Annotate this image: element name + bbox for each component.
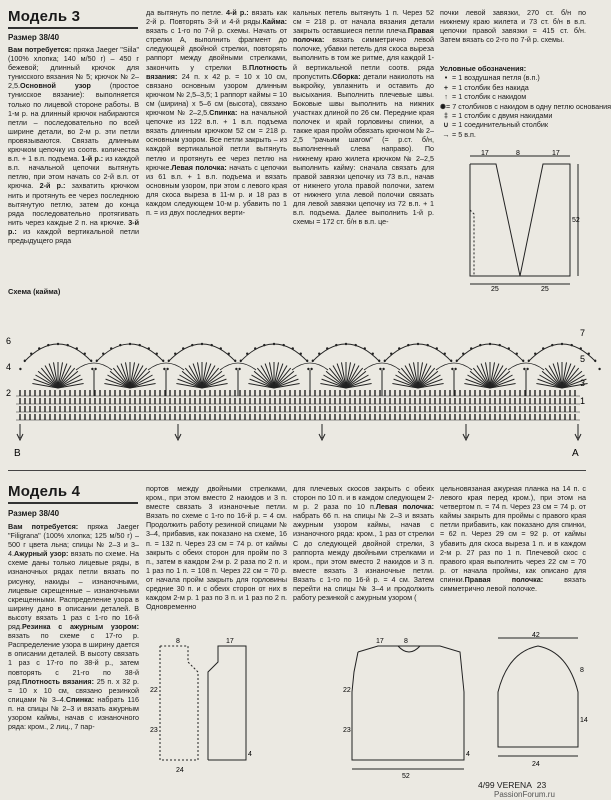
chain-dot bbox=[378, 360, 380, 362]
chain-dot bbox=[436, 347, 438, 349]
chain-dot bbox=[38, 347, 40, 349]
schema-title: Схема (кайма) bbox=[8, 287, 61, 296]
fan-arc bbox=[312, 344, 380, 362]
model4-column-1 bbox=[8, 522, 139, 784]
chain-dot bbox=[516, 353, 518, 355]
legend-symbol-icon: • bbox=[444, 73, 448, 83]
chain-dot bbox=[246, 353, 248, 355]
model4-size: Размер 38/40 bbox=[8, 509, 60, 518]
chain-dot bbox=[300, 353, 302, 355]
chain-dot bbox=[398, 347, 400, 349]
chain-dot bbox=[282, 344, 284, 346]
arrow-a-label: A bbox=[572, 448, 579, 459]
chain-dot bbox=[345, 343, 347, 345]
chain-dot bbox=[326, 347, 328, 349]
chain-dot bbox=[528, 360, 530, 362]
paragraph-text: набрать 66 п. на спицы № 2–3 и вязать ажурным узором каймы, начав с изнаночного ряда: кром., 1 раз от стрелки С до следующей двойной стрелки, 3 раппорта между двойными стрелками и кром., при этом вместо 2 накидов и 3 п. вместе вязать 3 изнаночные петли. Вязать с 1-го по 16-й р. = 4 см. Затем перейти на спицы № 3–4 и продолжить работу резинкой с ажурным узором ( bbox=[293, 511, 434, 603]
legend-item bbox=[440, 111, 590, 120]
chain-dot bbox=[580, 347, 582, 349]
paragraph-text: начать с цепочки из 61 в.п. + 1 в.п. подъема и вязать основным узором, при этом с левого края для скоса выреза в 11-м р. и 18 раз в каждом следующем 10-м р. убавить по 1 п. = из двух последних верти- bbox=[146, 162, 287, 218]
chain-dot bbox=[598, 368, 600, 370]
fan-arc bbox=[384, 344, 452, 362]
paragraph-text: пряжа Jaeger "Siila" (100% хлопка; 140 м/50 г) – 450 г бежевой; длинный крючок для тунисского вязания № 5; крючок № 2–2,5. bbox=[8, 45, 139, 91]
paragraph-text: портов между двойными стрелками, кром., при этом вместо 2 накидов и 3 п. вместе связать 3 изнаночные петли. Вязать по схеме с 1-го по 16-й р. = 4 см. Продолжить работу резинкой спицами № 3–4, прибавив, как показано на схеме, 16 п. = 132 п. Через 23 см = 74 р. от каймы закрыть с обеих сторон для пройм по 3 п., затем в каждом 2-м р. 2 раза по 2 п. и 1 раз по 1 п. = 108 п. Через 22 см = 70 р. от начала пройм закрыть для горловины средние 30 п. и с обеих сторон от них в каждом 2-м р. 1 раз по 3 п. и 1 раз по 2 п. Одновременно bbox=[146, 484, 287, 612]
footer-issue-text: 4/99 VERENA bbox=[478, 780, 532, 790]
model4-column-4 bbox=[440, 484, 586, 629]
chain-dot bbox=[479, 344, 481, 346]
paragraph-label: Основной узор bbox=[20, 81, 91, 91]
chain-dot bbox=[390, 353, 392, 355]
model4-column-2 bbox=[146, 484, 287, 614]
paragraph-label: Правая полочка: bbox=[464, 574, 544, 584]
chain-dot bbox=[240, 360, 242, 362]
footer-page-number: 23 bbox=[536, 780, 547, 790]
chain-dot bbox=[96, 360, 98, 362]
row-number-left: 6 bbox=[6, 336, 12, 346]
chain-dot bbox=[119, 344, 121, 346]
chain-dot bbox=[254, 347, 256, 349]
chain-dot bbox=[456, 360, 458, 362]
paragraph-label: Правая полочка: bbox=[293, 26, 434, 45]
legend-text: = 1 столбик без накида bbox=[452, 82, 529, 92]
vest-dim-right: 52 bbox=[572, 217, 580, 224]
chain-dot bbox=[162, 360, 164, 362]
paragraph-text: на начальной цепочке из 122 в.п. + 1 в.п. подъема вязать длинным крючком 52 см = 218 р. основным узором. Все петли закрыть – из каждой вертикальной петли вытянуть петлю и протянуть ее через петлю на крючке. bbox=[146, 108, 287, 172]
chain-dot bbox=[454, 368, 456, 370]
paragraph-text: почки левой завязки, 270 ст. б/н по нижнему краю жилета и 73 ст. б/н в в.п. цепочки правой завязки = 415 ст. б/н. Затем вязать со 2-го по 7-й р. схемы. bbox=[440, 8, 586, 45]
chain-dot bbox=[94, 368, 96, 370]
chain-dot bbox=[508, 347, 510, 349]
row-number-right: 7 bbox=[580, 328, 586, 338]
vest-dim-bottom-left: 25 bbox=[491, 286, 499, 293]
legend-text: = 1 воздушная петля (в.п.) bbox=[452, 73, 540, 83]
model4-patterns bbox=[148, 632, 588, 782]
chain-loop bbox=[220, 363, 256, 370]
paragraph-label: Спинка: bbox=[65, 694, 95, 704]
fan-arc bbox=[456, 344, 524, 362]
chain-dot bbox=[561, 343, 563, 345]
chain-dot bbox=[234, 360, 236, 362]
chain-dot bbox=[168, 360, 170, 362]
watermark: PassionForum.ru bbox=[494, 790, 555, 799]
chain-dot bbox=[129, 343, 131, 345]
row-number-right: 5 bbox=[580, 354, 586, 364]
chain-dot bbox=[542, 347, 544, 349]
row-number-right: 1 bbox=[580, 396, 586, 406]
chain-dot bbox=[273, 343, 275, 345]
chain-dot bbox=[451, 368, 453, 370]
paragraph-text: пряжа Jaeger "Filigrana" (100% хлопка; 125 м/50 г) – 500 г цвета льна; спицы № 2–3 и 3–4. bbox=[8, 522, 140, 559]
legend-item bbox=[440, 101, 611, 111]
chain-dot bbox=[307, 368, 309, 370]
fan-arc bbox=[96, 344, 164, 362]
paragraph-label: 3-й р.: bbox=[8, 217, 139, 236]
model3-legend bbox=[440, 64, 611, 139]
section-divider bbox=[8, 470, 586, 471]
chain-dot bbox=[191, 344, 193, 346]
chain-dot bbox=[426, 344, 428, 346]
paragraph-label: Резинка с ажурным узором: bbox=[22, 622, 139, 632]
model4-title-rule bbox=[8, 502, 138, 504]
paragraph-label: Вам потребуется: bbox=[8, 45, 72, 54]
chain-dot bbox=[138, 344, 140, 346]
chain-dot bbox=[382, 368, 384, 370]
back-dim-8: 8 bbox=[404, 638, 408, 645]
sleeve-dim-42: 42 bbox=[532, 632, 540, 639]
paragraph-label: Плотность вязания: bbox=[22, 676, 94, 686]
crochet-schema bbox=[0, 292, 594, 462]
back-dim-17: 17 bbox=[376, 638, 384, 645]
chain-dot bbox=[534, 353, 536, 355]
paragraph-label: Сборка: bbox=[332, 71, 361, 81]
chain-dot bbox=[310, 368, 312, 370]
chain-dot bbox=[47, 344, 49, 346]
vest-dim-top-mid: 8 bbox=[516, 150, 520, 157]
legend-text: = 1 столбик с накидом bbox=[452, 92, 527, 102]
legend-text: = 5 в.п. bbox=[452, 129, 476, 139]
legend-item bbox=[440, 120, 590, 129]
model3-column-1 bbox=[8, 45, 139, 280]
legend-symbol-icon: + bbox=[443, 82, 449, 92]
chain-dot bbox=[306, 360, 308, 362]
chain-dot bbox=[201, 343, 203, 345]
fan-arc bbox=[168, 344, 236, 362]
vest-dim-top-right: 17 bbox=[552, 150, 560, 157]
row-number-left: 4 bbox=[6, 362, 12, 372]
chain-dot bbox=[318, 353, 320, 355]
chain-loop bbox=[436, 363, 472, 370]
front-dim-22: 22 bbox=[150, 687, 158, 694]
chain-dot bbox=[462, 353, 464, 355]
paragraph-text: вязать симметрично левой полочке. bbox=[440, 574, 586, 594]
back-dim-4: 4 bbox=[466, 751, 470, 758]
chain-dot bbox=[526, 368, 528, 370]
legend-text: = 7 столбиков с накидом в одну петлю основания bbox=[446, 101, 611, 111]
chain-dot bbox=[450, 360, 452, 362]
chain-dot bbox=[407, 344, 409, 346]
chain-dot bbox=[588, 353, 590, 355]
paragraph-text: из каждой в.п. начальной цепочки вытянуть петлю, при этом начать со 2-й в.п. от крючка. bbox=[8, 154, 139, 191]
legend-symbol-icon: ‡ bbox=[444, 111, 448, 121]
legend-symbol-icon: ✺ bbox=[440, 101, 447, 111]
chain-dot bbox=[522, 360, 524, 362]
chain-dot bbox=[238, 368, 240, 370]
model3-column-4 bbox=[440, 8, 586, 63]
model3-vest-pattern bbox=[448, 150, 588, 293]
paragraph-text: из каждой вертикальной петли предыдущего ряда bbox=[8, 226, 139, 245]
paragraph-text: набрать 116 п. на спицы № 2–3 и вязать ажурным узором каймы, начав с изнаночного ряда: кром., 2 лиц., 7 пар- bbox=[8, 694, 139, 732]
paragraph-text: кальных петель вытянуть 1 п. Через 52 см = 218 р. от начала вязания детали закрыть оставшиеся петли плеча. bbox=[293, 8, 434, 36]
paragraph-text: 25 п. х 32 р. = 10 х 10 см, связано резинкой спицами № 3–4. bbox=[8, 676, 140, 704]
chain-dot bbox=[90, 360, 92, 362]
chain-dot bbox=[364, 347, 366, 349]
chain-dot bbox=[76, 347, 78, 349]
legend-symbol-icon: → bbox=[442, 129, 450, 139]
fan-arc bbox=[24, 344, 92, 362]
paragraph-text: да вытянуть по петле. bbox=[146, 8, 227, 17]
legend-text: = 1 соединительный столбик bbox=[452, 120, 549, 130]
fan-arc bbox=[240, 344, 308, 362]
paragraph-label: 1-й р.: bbox=[81, 154, 104, 164]
chain-dot bbox=[235, 368, 237, 370]
front-dim-23: 23 bbox=[150, 727, 158, 734]
vest-dim-top-left: 17 bbox=[481, 150, 489, 157]
front-dim-17: 17 bbox=[226, 638, 234, 645]
back-dim-22: 22 bbox=[343, 687, 351, 694]
chain-dot bbox=[19, 368, 21, 370]
paragraph-text: вязать по схеме. На схеме даны только лицевые ряды, в изнаночных рядах петли вязать по рисунку, накиды – изнаночными, лицевые скрещенные – изнаночными скрещенными. Распределение узора в ширину дано в описании деталей. В высоту вязать 1 раз с 1-го по 16-й ряд. bbox=[8, 549, 139, 632]
chain-dot bbox=[163, 368, 165, 370]
paragraph-text: (простое тунисское вязание): выполняется только по лицевой стороне работы. В 1-м р. на длинный крючок набираются петли – последовательно по всей ширине детали, во 2-м р. эти петли провязываются. Связать длинным крючком цепочку из соотв. количества в.п. + 1 в.п. подъема. bbox=[8, 81, 140, 164]
chain-dot bbox=[24, 360, 26, 362]
chain-dot bbox=[384, 360, 386, 362]
model3-column-2 bbox=[146, 8, 287, 280]
legend-symbol-icon: ∪ bbox=[443, 120, 449, 130]
chain-dot bbox=[470, 347, 472, 349]
chain-dot bbox=[182, 347, 184, 349]
chain-dot bbox=[594, 360, 596, 362]
paragraph-text: вязать с 1-го по 7-й р. схемы. Начать от стрелки А, выполнить фрагмент до следующей двойной стрелки, повторять раппорт между двойными стрелками, закончить у стрелки В. bbox=[146, 26, 287, 72]
back-dim-23: 23 bbox=[343, 727, 351, 734]
legend-item bbox=[440, 130, 590, 139]
legend-item bbox=[440, 92, 590, 101]
chain-dot bbox=[110, 347, 112, 349]
model3-size: Размер 38/40 bbox=[8, 33, 60, 42]
paragraph-text: детали накиолоть на выкройку, увлажнить и оставить до высыхания. Выполнить плечевые швы. Боковые швы выполнить на нижних участках длиной по 26 см. Передние края полочек и край горловины спинки, а также края пройм обвязать крючком № 2–2,5 "рачьим шагом" (= р.ст. б/н, выполненный слева направо). По нижнему краю жилета крючком № 2–2,5 выполнить кайму: сначала связать для правой завязки цепочку из 73 в.п., начав от нижнего угола правой полочки, затем от нижнего угла левой полочки связать для левой завязки цепочку из 72 в.п. + 1 в.п. подъема. Далее выполнить 1-й р. схемы = 172 ст. б/н в в.п. це- bbox=[293, 71, 434, 227]
model3-title-rule bbox=[8, 27, 138, 29]
paragraph-label: Левая полочка: bbox=[171, 162, 227, 172]
chain-dot bbox=[551, 344, 553, 346]
chain-dot bbox=[570, 344, 572, 346]
chain-loop bbox=[364, 363, 400, 370]
arrow-b-label: B bbox=[14, 448, 21, 459]
chain-dot bbox=[220, 347, 222, 349]
vest-dim-bottom-right: 25 bbox=[541, 286, 549, 293]
chain-dot bbox=[379, 368, 381, 370]
chain-dot bbox=[30, 353, 32, 355]
model4-title: Модель 4 bbox=[8, 483, 81, 500]
chain-dot bbox=[523, 368, 525, 370]
paragraph-label: Спинка: bbox=[209, 108, 238, 118]
chain-dot bbox=[292, 347, 294, 349]
chain-dot bbox=[354, 344, 356, 346]
paragraph-label: Левая полочка: bbox=[375, 502, 434, 512]
chain-dot bbox=[91, 368, 93, 370]
chain-dot bbox=[210, 344, 212, 346]
chain-dot bbox=[66, 344, 68, 346]
paragraph-label: Ажурный узор: bbox=[14, 549, 69, 559]
paragraph-text: для плечевых скосов закрыть с обеих сторон по 10 п. и в каждом следующем 2-м р. 2 раза по 10 п. bbox=[293, 484, 434, 512]
front-dim-top: 8 bbox=[176, 638, 180, 645]
paragraph-text: вязать как 2-й р. Повторять 3-й и 4-й ряды. bbox=[146, 8, 287, 27]
sleeve-dim-14: 14 bbox=[580, 717, 588, 724]
chain-dot bbox=[166, 368, 168, 370]
chain-dot bbox=[156, 353, 158, 355]
footer-issue bbox=[478, 780, 546, 790]
back-dim-52: 52 bbox=[402, 773, 410, 780]
chain-dot bbox=[174, 353, 176, 355]
paragraph-text: 24 п. х 42 р. = 10 х 10 см, связано основным узором длинным крючком № 2,5–3,5; 1 раппорт каймы = 10 см (ширина) х 5–6 см (высота), связано крючком № 2–2,5. bbox=[146, 71, 287, 118]
model3-title: Модель 3 bbox=[8, 8, 81, 25]
sleeve-dim-8: 8 bbox=[580, 667, 584, 674]
front-dim-4: 4 bbox=[248, 751, 252, 758]
chain-dot bbox=[372, 353, 374, 355]
model3-column-3 bbox=[293, 8, 434, 280]
chain-dot bbox=[57, 343, 59, 345]
paragraph-label: Кайма: bbox=[262, 17, 287, 27]
paragraph-text: захватить крючком нить и протянуть ее через последнюю вытянутую петлю, затем до конца ряда последовательно протягивать нить через каждые 2 п. на крючке. bbox=[8, 181, 139, 227]
chain-dot bbox=[102, 353, 104, 355]
chain-dot bbox=[148, 347, 150, 349]
chain-loop bbox=[148, 363, 184, 370]
model4-column-3 bbox=[293, 484, 434, 614]
row-number-right: 3 bbox=[580, 378, 586, 388]
front-dim-24: 24 bbox=[176, 767, 184, 774]
chain-dot bbox=[228, 353, 230, 355]
sleeve-dim-24: 24 bbox=[532, 761, 540, 768]
fan-arc bbox=[528, 344, 596, 362]
chain-loop bbox=[76, 363, 112, 370]
chain-dot bbox=[335, 344, 337, 346]
legend-title: Условные обозначения: bbox=[440, 64, 527, 73]
legend-symbol-icon: ↑ bbox=[444, 92, 448, 102]
paragraph-text: цельновязаная ажурная планка на 14 п. с левого края перед кром.), при этом на четвертом п. = 74 п. Через 23 см = 74 р. от каймы закрыть для проймы с правого края петли прибавить, как показано для спинки, = 62 п. Через 29 см = 92 р. от каймы убавить для скоса выреза 1 п. и в каждом 2-м р. 27 раз по 1 п. Плечевой скос с правого края выполнить через 22 см = 70 р. от начала проймы, как описано для спинки. bbox=[440, 484, 586, 584]
chain-dot bbox=[498, 344, 500, 346]
paragraph-label: Вам потребуется: bbox=[8, 522, 79, 531]
chain-dot bbox=[84, 353, 86, 355]
paragraph-label: 2-й р.: bbox=[39, 181, 66, 191]
chain-loop bbox=[292, 363, 328, 370]
chain-dot bbox=[312, 360, 314, 362]
legend-text: = 1 столбик с двумя накидами bbox=[452, 111, 553, 121]
chain-loop bbox=[508, 363, 544, 370]
paragraph-label: 4-й р.: bbox=[226, 8, 249, 17]
chain-dot bbox=[263, 344, 265, 346]
legend-item bbox=[440, 73, 590, 82]
legend-item bbox=[440, 83, 590, 92]
paragraph-text: вязать симметрично левой полочке, убавки петель для скоса выреза выполнить в том же ритме, для каждой 1-й вертикальной петли соотв. ряда пропустить. bbox=[293, 35, 434, 81]
paragraph-text: вязать по схеме с 17-го р. Распределение узора в ширину дается в описании деталей. В высоту связать 1 раз с 17-го по 38-й р., затем повторять с 21-го по 38-й ряд. bbox=[8, 631, 139, 686]
chain-dot bbox=[489, 343, 491, 345]
chain-dot bbox=[444, 353, 446, 355]
paragraph-label: Плотность вязания: bbox=[146, 62, 287, 81]
row-number-left: 2 bbox=[6, 388, 12, 398]
chain-dot bbox=[417, 343, 419, 345]
